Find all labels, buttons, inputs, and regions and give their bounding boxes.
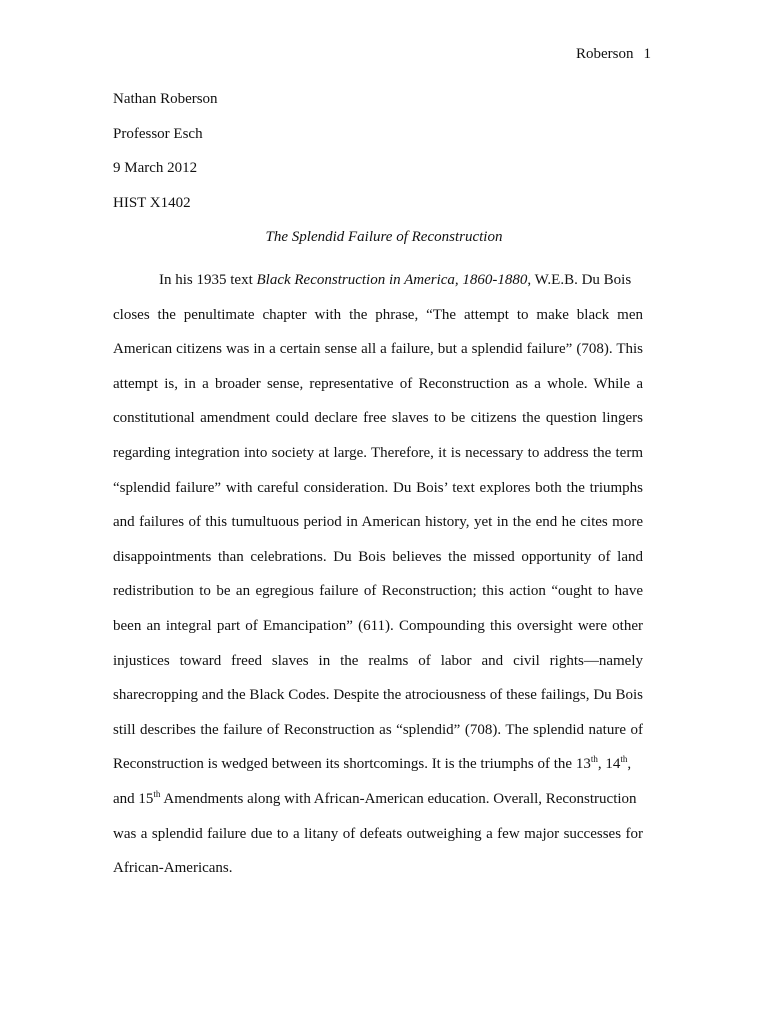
paragraph-line: constitutional amendment could declare free slaves to be citizens the question lingers [113, 410, 643, 427]
paragraph-line: still describes the failure of Reconstruction as “splendid” (708). The splendid nature of [113, 721, 643, 738]
paragraph-line: injustices toward freed slaves in the realms of labor and civil rights—namely [113, 652, 643, 669]
book-title: Black Reconstruction in America, 1860-1880 [256, 272, 528, 288]
course-code: HIST X1402 [113, 195, 191, 211]
paragraph-line: sharecropping and the Black Codes. Despite the atrociousness of these failings, Du Bois [113, 687, 643, 704]
ordinal-suffix: th [620, 754, 628, 765]
paragraph-text: , 14 [597, 756, 621, 773]
paragraph-line [113, 782, 643, 817]
paragraph-text: , [627, 756, 632, 773]
ordinal-suffix: th [153, 788, 161, 799]
essay-title: The Splendid Failure of Reconstruction [265, 229, 503, 245]
professor-name: Professor Esch [113, 126, 203, 142]
paragraph-line: redistribution to be an egregious failure of Reconstruction; this action “ought to have [113, 583, 643, 600]
paragraph-line [113, 747, 643, 782]
paragraph-text: Reconstruction is wedged between its shortcomings. It is the triumphs of the 13 [113, 756, 591, 773]
paragraph-text: In his 1935 text [159, 272, 257, 288]
paragraph-line: “splendid failure” with careful consideration. Du Bois’ text explores both the triumphs [113, 479, 643, 496]
paragraph-line [113, 263, 643, 298]
paragraph-line: was a splendid failure due to a litany of defeats outweighing a few major successes for [113, 825, 643, 842]
paragraph-text: , W.E.B. Du Bois [527, 272, 632, 288]
author-name: Nathan Roberson [113, 91, 218, 107]
paragraph-text: and 15 [113, 790, 154, 807]
paragraph-line: disappointments than celebrations. Du Bois believes the missed opportunity of land [113, 548, 643, 565]
paragraph-line: been an integral part of Emancipation” (611). Compounding this oversight were other [113, 617, 643, 634]
paragraph-line: regarding integration into society at large. Therefore, it is necessary to address the term [113, 444, 643, 461]
running-header [576, 44, 651, 64]
paragraph-line: closes the penultimate chapter with the phrase, “The attempt to make black men [113, 306, 643, 323]
essay-body-paragraph [113, 263, 643, 886]
paragraph-line: and failures of this tumultuous period in American history, yet in the end he cites more [113, 514, 643, 531]
submission-date: 9 March 2012 [113, 160, 198, 176]
header-surname: Roberson [576, 46, 634, 62]
page-number: 1 [643, 46, 651, 62]
paragraph-text: Amendments along with African-American education. Overall, Reconstruction [160, 790, 637, 807]
paragraph-line: attempt is, in a broader sense, representative of Reconstruction as a whole. While a [113, 375, 643, 392]
ordinal-suffix: th [590, 754, 598, 765]
paragraph-line: African-Americans. [113, 860, 233, 877]
paragraph-line: American citizens was in a certain sense all a failure, but a splendid failure” (708). This [113, 341, 643, 358]
